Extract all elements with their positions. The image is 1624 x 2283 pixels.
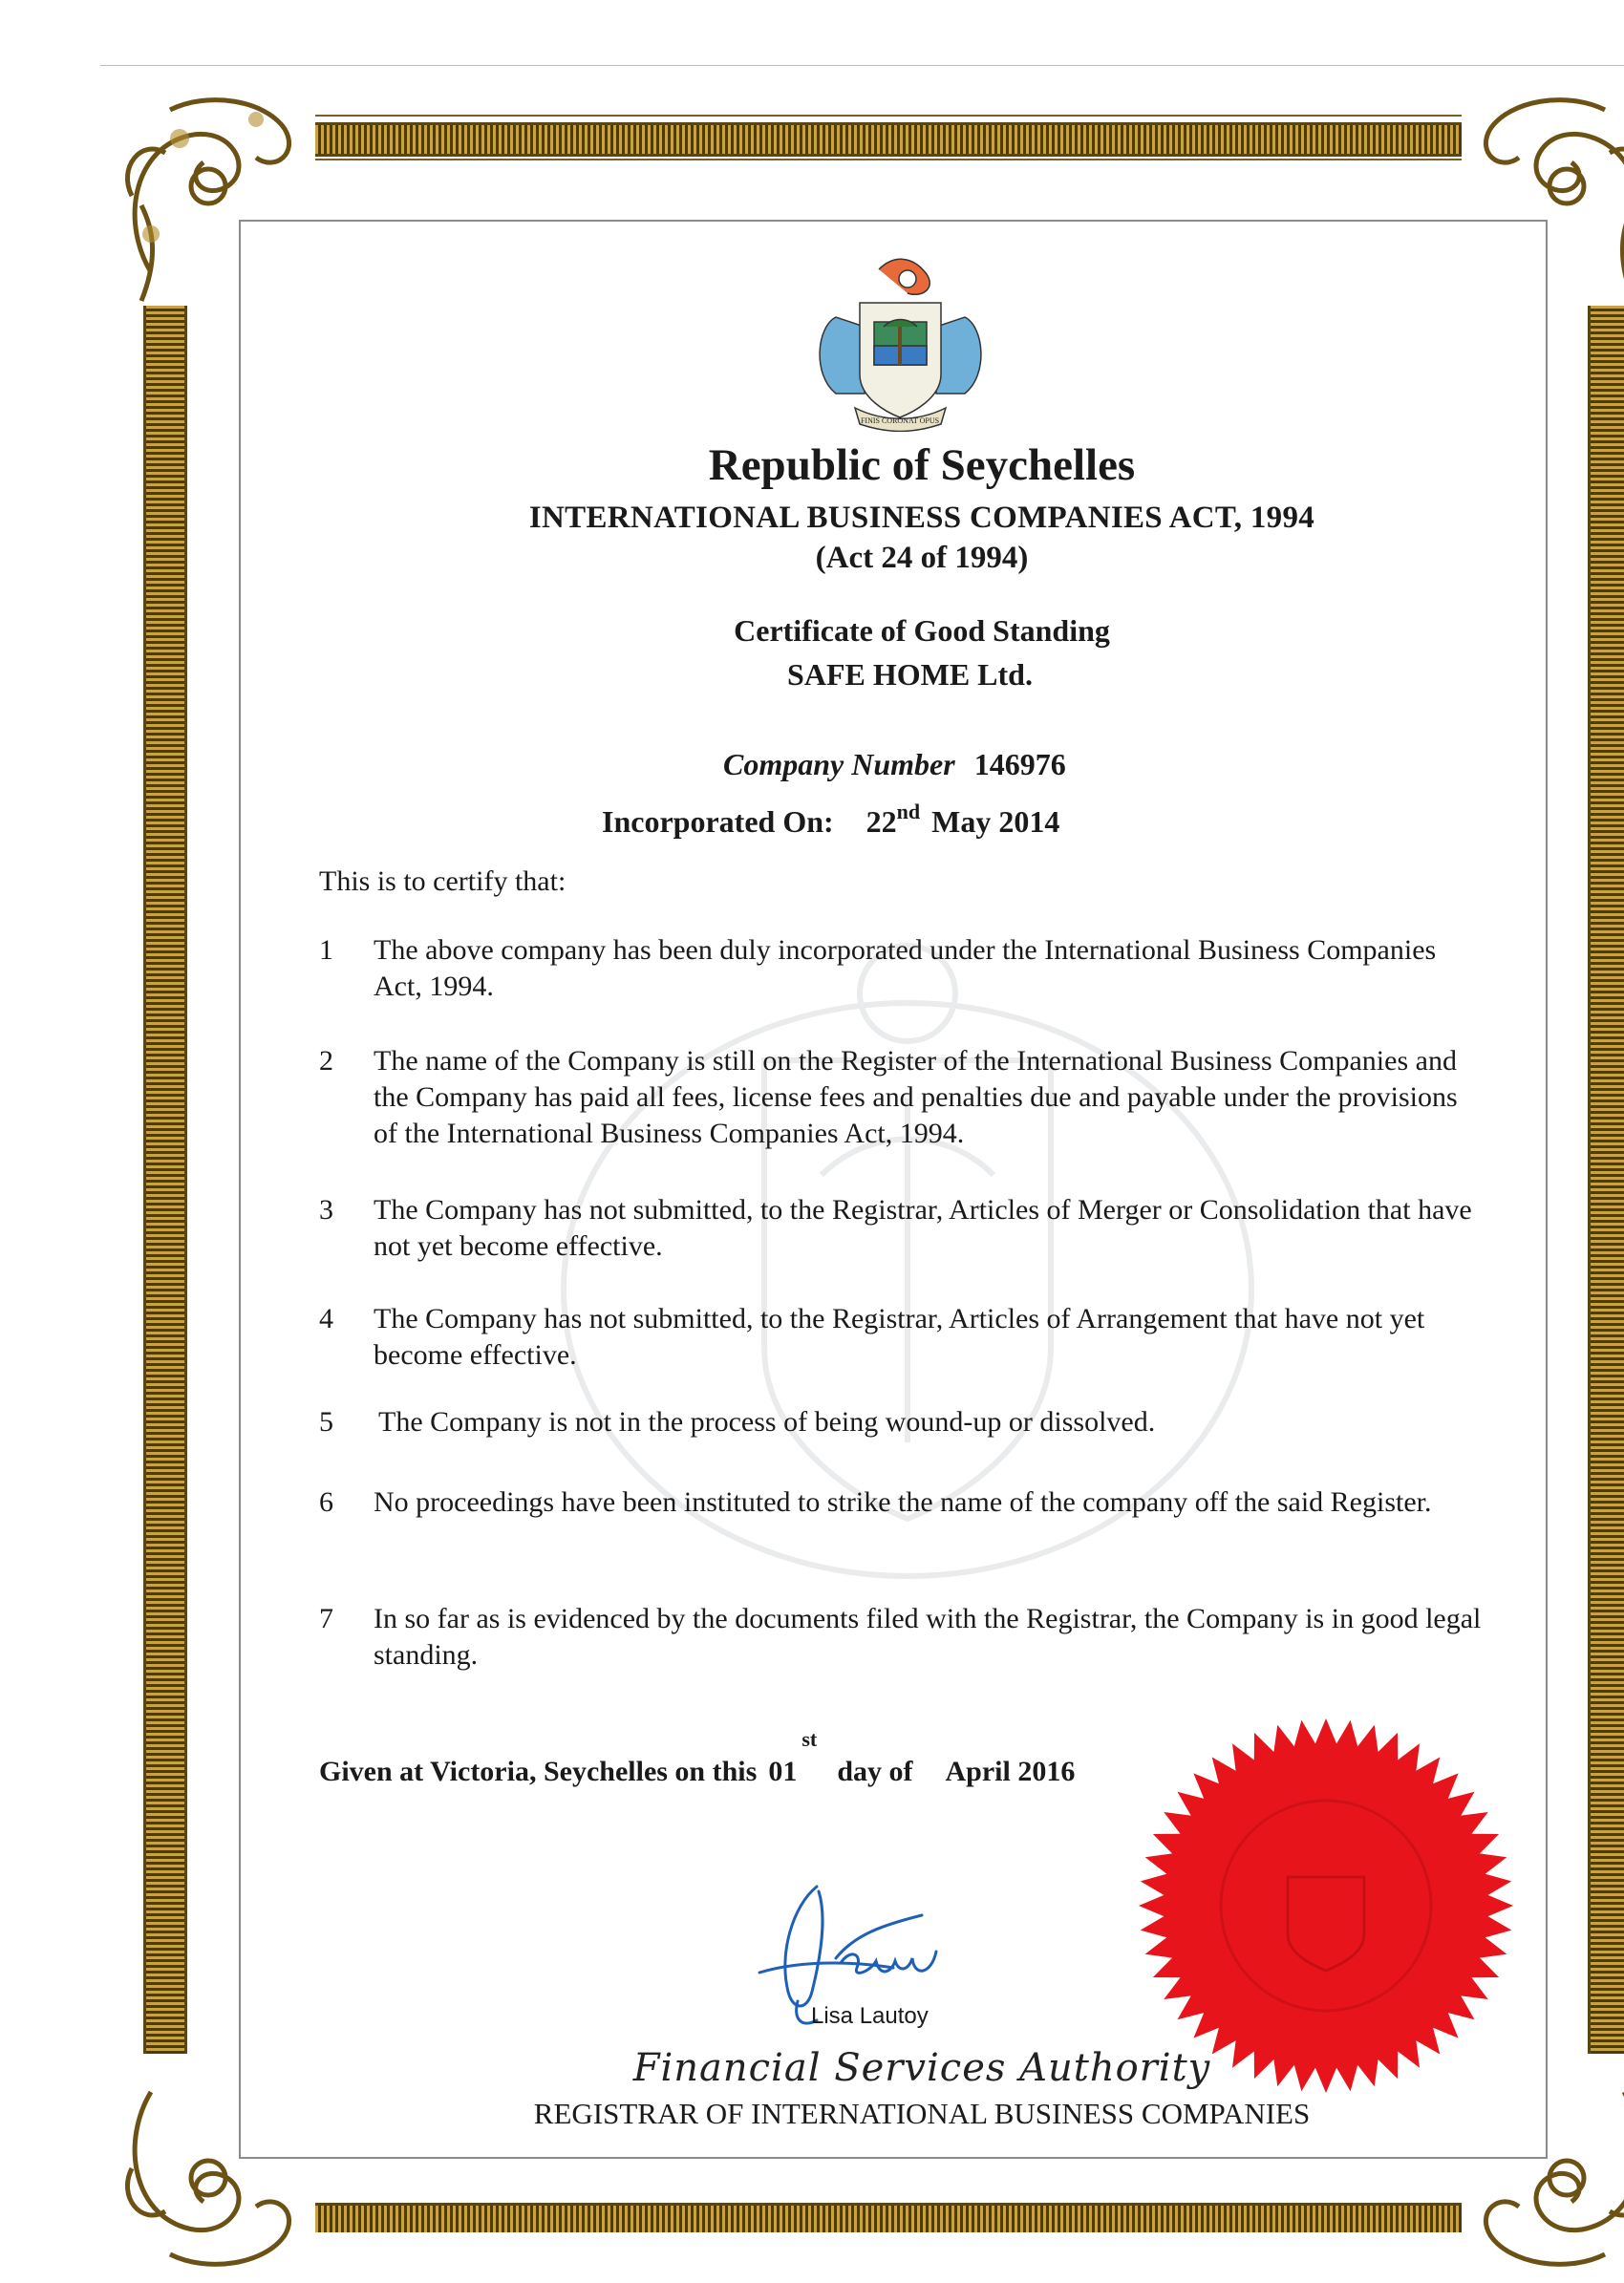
border-rule: [315, 159, 1462, 160]
item-text: The name of the Company is still on the Register of the International Business Companies and the Company has paid all fees, license fees and penalties due and payable under the provisions of the International Business Companies Act, 1994.: [374, 1045, 1458, 1149]
item-text: The Company has not submitted, to the Registrar, Articles of Arrangement that have not yet become effective.: [374, 1303, 1425, 1371]
item-number: 4: [319, 1303, 333, 1334]
border-stripe-top: [315, 122, 1462, 157]
incorporated-label: Incorporated On:: [602, 804, 834, 839]
authority-name: Financial Services Authority: [632, 2046, 1211, 2090]
certify-intro: This is to certify that:: [319, 865, 566, 897]
company-number-label: Company Number: [723, 747, 955, 781]
registrar-title: REGISTRAR OF INTERNATIONAL BUSINESS COMPANIES: [533, 2097, 1311, 2130]
item-number: 1: [319, 934, 333, 966]
item-number: 3: [319, 1194, 333, 1226]
given-line: [319, 1727, 1076, 1788]
item-text: No proceedings have been instituted to strike the name of the company off the said Register.: [374, 1486, 1432, 1518]
company-number-line: [723, 747, 1066, 782]
act-number: (Act 24 of 1994): [815, 541, 1029, 575]
item-number: 6: [319, 1486, 333, 1518]
item-number: 2: [319, 1045, 333, 1077]
red-seal-icon: [1135, 1715, 1517, 2097]
company-name: SAFE HOME Ltd.: [787, 657, 1033, 692]
act-title: INTERNATIONAL BUSINESS COMPANIES ACT, 1994: [528, 501, 1315, 535]
coat-of-arms-icon: [807, 250, 994, 432]
given-day: 01: [768, 1756, 798, 1787]
incorporated-month-year: May 2014: [931, 804, 1060, 839]
item-text: The above company has been duly incorporated under the International Business Companies Act, 1994.: [374, 934, 1437, 1002]
incorporation-line: [602, 800, 1060, 840]
item-text: In so far as is evidenced by the documents filed with the Registrar, the Company is in good legal standing.: [374, 1603, 1482, 1671]
watermark-crest-icon: [535, 907, 1280, 1633]
signatory-name: Lisa Lautoy: [811, 2003, 929, 2029]
incorporated-day-suffix: nd: [896, 800, 921, 823]
item-text: The Company is not in the process of being wound-up or dissolved.: [378, 1406, 1156, 1438]
item-number: 5: [319, 1406, 333, 1438]
incorporated-day: 22: [865, 804, 897, 839]
given-day-of: day of: [837, 1756, 913, 1787]
given-month-year: April 2016: [945, 1756, 1076, 1787]
border-rule: [315, 115, 1462, 117]
country-title: Republic of Seychelles: [708, 440, 1136, 490]
scan-edge-line: [100, 65, 1624, 66]
svg-text:FINIS CORONAT OPUS: FINIS CORONAT OPUS: [860, 416, 940, 425]
item-text: The Company has not submitted, to the Registrar, Articles of Merger or Consolidation that have not yet become effective.: [374, 1194, 1472, 1262]
border-stripe-bottom: [315, 2203, 1462, 2232]
company-number-value: 146976: [973, 747, 1066, 781]
given-day-suffix: st: [801, 1727, 818, 1751]
given-prefix: Given at Victoria, Seychelles on this: [319, 1756, 758, 1787]
item-number: 7: [319, 1603, 333, 1634]
certificate-title: Certificate of Good Standing: [734, 613, 1110, 648]
